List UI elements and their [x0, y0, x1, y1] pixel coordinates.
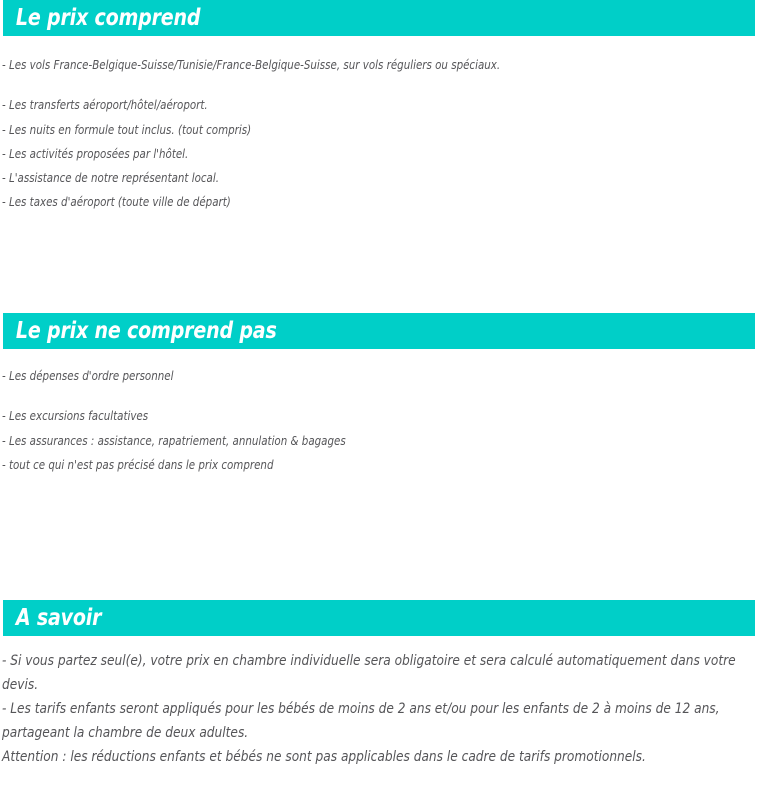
section-good-to-know — [0, 600, 758, 769]
list-item: - Les vols France-Belgique-Suisse/Tunisie/France-Belgique-Suisse, sur vols réguliers ou spéciaux. — [2, 58, 501, 72]
paragraph-attention: Attention : les réductions enfants et bébés ne sont pas applicables dans le cadre de tarifs promotionnels. — [2, 749, 646, 765]
list-item: - Les activités proposées par l'hôtel. — [2, 146, 189, 161]
section-body-excludes — [0, 370, 758, 471]
paragraph: - Si vous partez seul(e), votre prix en chambre individuelle sera obligatoire et sera calculé automatiquement dans votre devis. — [2, 653, 736, 693]
paragraph: - Les tarifs enfants seront appliqués pour les bébés de moins de 2 ans et/ou pour les enfants de 2 à moins de 12 ans, partageant la chambre de deux adultes. — [2, 701, 720, 741]
section-title-excludes: Le prix ne comprend pas — [15, 317, 277, 344]
list-item: - L'assistance de notre représentant local. — [2, 171, 219, 186]
section-header-bar-includes — [3, 0, 755, 36]
section-body-includes — [0, 59, 758, 209]
section-title-good-to-know: A savoir — [15, 604, 102, 631]
section-body-good-to-know — [0, 649, 758, 769]
section-price-includes — [0, 0, 758, 209]
list-item: - Les excursions facultatives — [2, 409, 149, 424]
list-item: - Les dépenses d'ordre personnel — [2, 369, 174, 383]
section-price-excludes — [0, 313, 758, 471]
list-item: - Les nuits en formule tout inclus. (tout compris) — [2, 122, 252, 137]
section-header-bar-good-to-know — [3, 600, 755, 636]
list-item: - Les taxes d'aéroport (toute ville de départ) — [2, 195, 231, 210]
section-header-bar-excludes — [3, 313, 755, 349]
list-item: - Les assurances : assistance, rapatriement, annulation & bagages — [2, 433, 346, 448]
list-item: - Les transferts aéroport/hôtel/aéroport. — [2, 98, 208, 113]
section-title-includes: Le prix comprend — [15, 4, 201, 31]
list-item: - tout ce qui n'est pas précisé dans le prix comprend — [2, 457, 274, 472]
